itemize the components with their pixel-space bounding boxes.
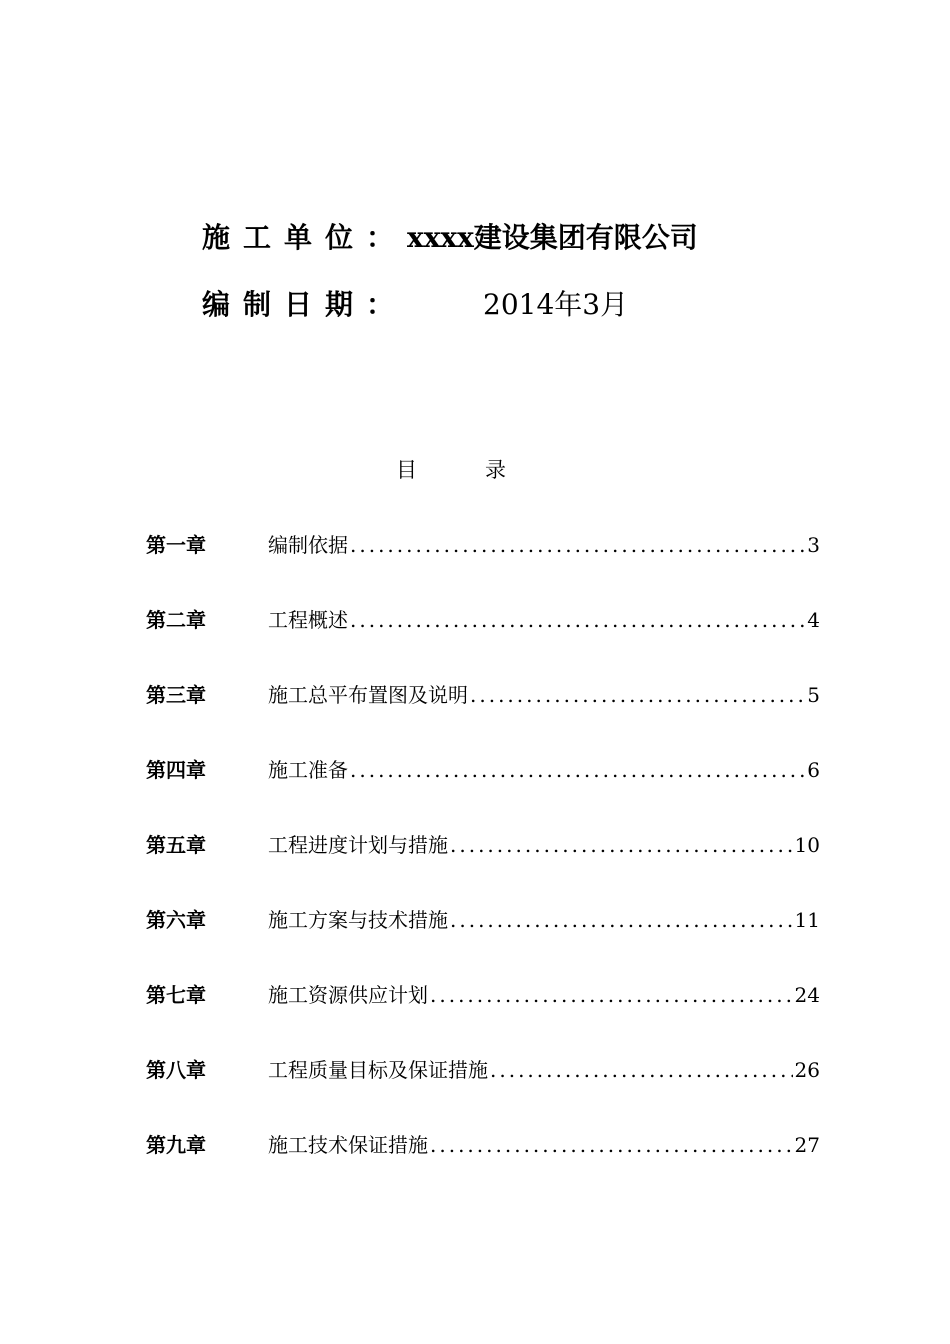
- toc-page-number: 10: [794, 833, 820, 857]
- toc-entry[interactable]: [146, 905, 820, 935]
- toc-chapter-number: 第八章: [146, 1058, 206, 1082]
- toc-chapter-title: 工程质量目标及保证措施: [268, 1058, 488, 1082]
- toc-chapter-number: 第六章: [146, 908, 206, 932]
- toc-chapter-number: 第七章: [146, 983, 206, 1007]
- compile-date-line: [202, 287, 628, 323]
- toc-page-number: 26: [794, 1058, 820, 1082]
- toc-dot-leader: [350, 605, 805, 635]
- toc-entry[interactable]: [146, 755, 820, 785]
- toc-dot-leader: [350, 530, 805, 560]
- compile-date-value: 2014年3月: [483, 288, 629, 321]
- toc-entry[interactable]: [146, 530, 820, 560]
- toc-chapter-title: 施工方案与技术措施: [268, 908, 448, 932]
- toc-dot-leader: [430, 980, 793, 1010]
- toc-chapter-number: 第一章: [146, 533, 206, 557]
- toc-page-number: 11: [794, 908, 820, 932]
- toc-chapter-title: 施工技术保证措施: [268, 1133, 428, 1157]
- toc-page-number: 5: [807, 683, 820, 707]
- toc-dot-leader: [490, 1055, 793, 1085]
- toc-chapter-number: 第三章: [146, 683, 206, 707]
- toc-chapter-number: 第五章: [146, 833, 206, 857]
- toc-dot-leader: [450, 905, 793, 935]
- construction-unit-line: [202, 220, 698, 256]
- toc-chapter-number: 第二章: [146, 608, 206, 632]
- toc-entry[interactable]: [146, 680, 820, 710]
- toc-entry[interactable]: [146, 605, 820, 635]
- toc-chapter-title: 工程概述: [268, 608, 348, 632]
- toc-chapter-title: 施工准备: [268, 758, 348, 782]
- toc-chapter-title: 施工总平布置图及说明: [268, 683, 468, 707]
- toc-chapter-number: 第九章: [146, 1133, 206, 1157]
- toc-dot-leader: [450, 830, 793, 860]
- toc-chapter-title: 工程进度计划与措施: [268, 833, 448, 857]
- toc-entry[interactable]: [146, 830, 820, 860]
- table-of-contents: [146, 530, 820, 1205]
- toc-dot-leader: [470, 680, 805, 710]
- toc-dot-leader: [350, 755, 805, 785]
- toc-dot-leader: [430, 1130, 793, 1160]
- toc-entry[interactable]: [146, 1055, 820, 1085]
- toc-chapter-number: 第四章: [146, 758, 206, 782]
- toc-chapter-title: 施工资源供应计划: [268, 983, 428, 1007]
- toc-page-number: 4: [807, 608, 820, 632]
- toc-page-number: 27: [794, 1133, 820, 1157]
- toc-entry[interactable]: [146, 1130, 820, 1160]
- toc-page-number: 6: [807, 758, 820, 782]
- construction-unit-value: xxxx建设集团有限公司: [407, 221, 698, 254]
- toc-title: 目录: [396, 458, 574, 482]
- construction-unit-label: 施工单位：: [202, 221, 408, 254]
- toc-chapter-title: 编制依据: [268, 533, 348, 557]
- toc-page-number: 3: [807, 533, 820, 557]
- toc-page-number: 24: [794, 983, 820, 1007]
- compile-date-label: 编制日期：: [202, 288, 408, 321]
- toc-entry[interactable]: [146, 980, 820, 1010]
